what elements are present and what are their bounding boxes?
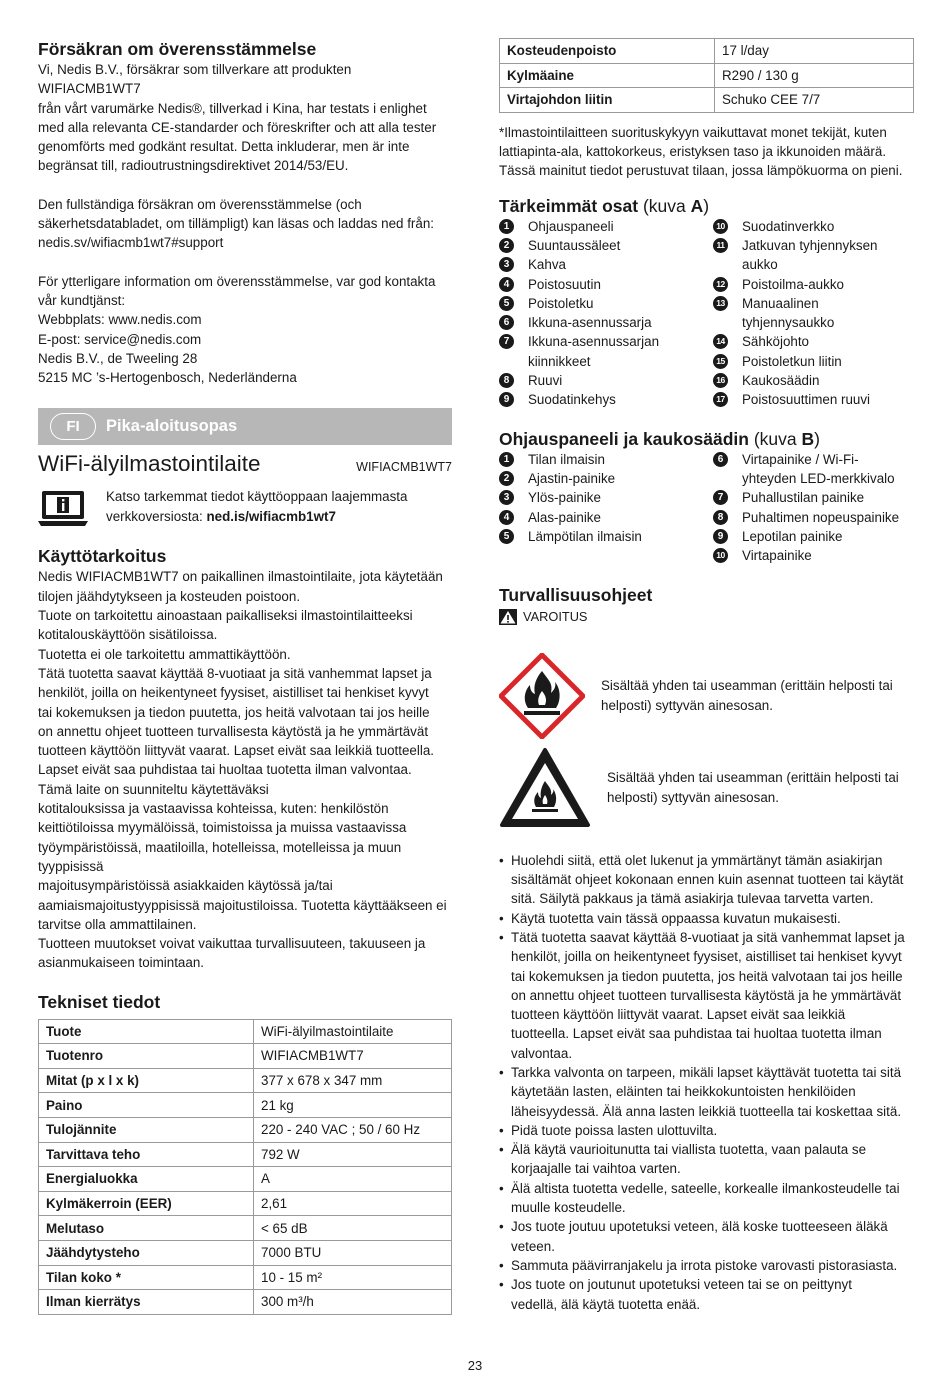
product-header [38, 449, 452, 479]
item-number-badge: 6 [499, 315, 514, 330]
safety-bullet: • Tarkka valvonta on tarpeen, mikäli lapset käyttävät tuotetta tai sitä käytetään lasten, eläinten tai heikkokuntoisten henkilöiden läheisyydessä. Älä anna lasten leikkiä tuotteella tai koskettaa sitä. [499, 1063, 914, 1121]
spec-key: Paino [39, 1093, 254, 1118]
specs-table-row [39, 1167, 452, 1192]
spec-value: 2,61 [254, 1191, 452, 1216]
item-number-badge: 12 [713, 277, 728, 292]
main-parts-list [499, 217, 914, 410]
spec-key: Melutaso [39, 1216, 254, 1241]
intended-use-title: Käyttötarkoitus [38, 546, 167, 567]
pictogram-2-text: Sisältää yhden tai useamman (erittäin helposti tai helposti) syttyvän ainesosan. [607, 770, 899, 805]
item-number-badge: 6 [713, 452, 728, 467]
language-bar [38, 408, 452, 445]
safety-bullets [499, 851, 914, 1314]
specs-table-row [39, 1216, 452, 1241]
item-label: Poistosuutin [528, 276, 601, 292]
item-number-badge: 9 [713, 529, 728, 544]
specs-table-row [39, 1241, 452, 1266]
safety-bullet: • Käytä tuotetta vain tässä oppaassa kuvatun mukaisesti. [499, 909, 914, 928]
item-number-badge: 10 [713, 548, 728, 563]
pictogram-1 [499, 653, 914, 739]
spec-key: Mitat (p x l x k) [39, 1068, 254, 1093]
control-part-item [713, 488, 914, 507]
control-part-item [713, 508, 914, 527]
main-part-item [713, 294, 914, 333]
declaration-para-2: Den fullständiga försäkran om överensstämmelse (och säkerhetsdatabladet, om tillämpligt) kan läsas och laddas ned från: nedis.sv/wifiacmb1wt7#support [38, 196, 434, 251]
control-part-item [499, 450, 713, 469]
spec-value: R290 / 130 g [715, 63, 914, 88]
item-label: Suodatinverkko [742, 218, 835, 234]
safety-bullet: • Pidä tuote poissa lasten ulottuvilta. [499, 1121, 914, 1140]
spec-key: Ilman kierrätys [39, 1290, 254, 1315]
item-label: Alas-painike [528, 509, 601, 525]
item-number-badge: 4 [499, 277, 514, 292]
spec-key: Tulojännite [39, 1118, 254, 1143]
flammable-triangle-icon [499, 747, 591, 829]
item-number-badge: 5 [499, 529, 514, 544]
intended-use-text: Nedis WIFIACMB1WT7 on paikallinen ilmastointilaite, jota käytetään tilojen jäähdytykseen ja kosteuden poistoon. Tuote on tarkoitettu ainoastaan paikalliseksi ilmastointilaitteeksi kotitalouskäyttöön sisätiloissa. Tuotetta ei ole tarkoitettu ammattikäyttöön. Tätä tuotetta saavat käyttää 8-vuotiaat ja sitä vanhemmat lapset ja henkilöt, joilla on heikentyneet fyysiset, aistilliset tai henkiset kyvyt tai kokemuksen ja tiedon puutetta, jos heitä valvotaan tai jos heille on annettu ohjeet tuotteen turvallisesta käytöstä ja he ymmärtävät tuotteen käyttöön liittyvät vaarat. Lapset eivät saa leikkiä tuotteella. Lapset eivät saa puhdistaa tai huoltaa tuotetta ilman valvontaa. Tämä laite on suunniteltu käytettäväksi kotitalouksissa ja vastaavissa kohteissa, kuten: henkilöstön keittiötiloissa myymälöissä, toimistoissa ja muissa vastaavissa työympäristöissä, maatiloilla, hotelleissa, motelleissa ja muun tyyppisissä majoitusympäristöissä asiakkaiden käytössä ja/tai aamiaismajoitustyyppisissä majoitustiloissa. Tuotetta käyttääkseen ei tarvitse olla ammattilainen. Tuotteen muutokset voivat vaikuttaa turvallisuuteen, takuuseen ja asianmukaiseen toimintaan. [38, 569, 447, 971]
spec-value: 377 x 678 x 347 mm [254, 1068, 452, 1093]
main-part-column [499, 217, 713, 410]
safety-title: Turvallisuusohjeet [499, 585, 653, 606]
item-label: Kahva [528, 257, 566, 273]
main-part-item [713, 275, 914, 294]
item-number-badge: 2 [499, 471, 514, 486]
spec-key: Tuotenro [39, 1044, 254, 1069]
product-model: WIFIACMB1WT7 [356, 460, 452, 475]
language-badge: FI [50, 413, 96, 440]
manual-link[interactable]: ned.is/wifiacmb1wt7 [206, 508, 336, 524]
item-label: Ikkuna-asennussarja [528, 315, 652, 331]
item-number-badge: 14 [713, 334, 728, 349]
item-label: Ruuvi [528, 373, 563, 389]
control-part-item [713, 450, 914, 489]
specs-table-row [39, 1290, 452, 1315]
item-number-badge: 5 [499, 296, 514, 311]
spec-key: Tuote [39, 1019, 254, 1044]
item-label: Poistoletkun liitin [742, 353, 842, 369]
item-number-badge: 2 [499, 238, 514, 253]
product-name: WiFi-älyilmastointilaite [38, 451, 261, 477]
item-number-badge: 8 [499, 373, 514, 388]
specs-table-row [39, 1093, 452, 1118]
specs-table [38, 1019, 452, 1315]
main-part-item [713, 236, 914, 275]
spec-value: 7000 BTU [254, 1241, 452, 1266]
warning-row [499, 607, 914, 626]
specs-table-row [39, 1068, 452, 1093]
spec-key: Virtajohdon liitin [500, 88, 715, 113]
control-panel-list [499, 450, 914, 566]
main-part-item [713, 390, 914, 409]
main-part-item [713, 352, 914, 371]
item-label: Lämpötilan ilmaisin [528, 528, 642, 544]
specs-title: Tekniset tiedot [38, 991, 161, 1012]
spec-value: 792 W [254, 1142, 452, 1167]
language-bar-title: Pika-aloitusopas [106, 417, 238, 436]
control-panel-title: Ohjauspaneeli ja kaukosäädin (kuva B) [499, 428, 820, 449]
safety-bullet: • Älä käytä vaurioitunutta tai viallista tuotetta, vaan palauta se korjaajalle tai vaihtoa varten. [499, 1140, 914, 1179]
main-part-item [499, 275, 713, 294]
spec-value: WIFIACMB1WT7 [254, 1044, 452, 1069]
specs-table-row [39, 1019, 452, 1044]
control-part-item [713, 527, 914, 546]
item-number-badge: 3 [499, 490, 514, 505]
item-number-badge: 10 [713, 219, 728, 234]
specs-table-row [39, 1044, 452, 1069]
specs-table-row [39, 1265, 452, 1290]
laptop-info-icon [38, 489, 88, 529]
control-part-column [499, 450, 713, 566]
item-label: Ylös-painike [528, 490, 601, 506]
control-part-item [499, 508, 713, 527]
item-number-badge: 7 [713, 490, 728, 505]
main-part-item [499, 255, 713, 274]
item-number-badge: 9 [499, 392, 514, 407]
spec-key: Tilan koko * [39, 1265, 254, 1290]
safety-bullet: • Tätä tuotetta saavat käyttää 8-vuotiaat ja sitä vanhemmat lapset ja henkilöt, joilla on heikentyneet fyysiset, aistilliset tai henkiset kyvyt tai kokemuksen ja tiedon puutetta, jos heitä valvotaan tai jos heille on annettu ohjeet tuotteen turvallisesta käytöstä ja he ymmärtävät tuotteen käyttöön liittyvät vaarat. Lapset eivät saa leikkiä tuotteella. Lapset eivät saa puhdistaa tai huoltaa tuotetta ilman valvontaa. [499, 928, 914, 1063]
pictogram-2 [499, 747, 914, 829]
spec-value: A [254, 1167, 452, 1192]
main-part-item [499, 294, 713, 313]
item-label: Puhaltimen nopeuspainike [742, 509, 900, 525]
spec-value: 300 m³/h [254, 1290, 452, 1315]
main-parts-title: Tärkeimmät osat (kuva A) [499, 195, 710, 216]
main-part-item [499, 371, 713, 390]
main-part-item [713, 371, 914, 390]
specs-table-cont-row [500, 88, 914, 113]
spec-key: Kylmäkerroin (EER) [39, 1191, 254, 1216]
specs-table-row [39, 1191, 452, 1216]
control-part-item [713, 546, 914, 565]
specs-footnote: *Ilmastointilaitteen suorituskykyyn vaikuttavat monet tekijät, kuten lattiapinta-ala, kattokorkeus, eristyksen taso ja ikkunoiden määrä. Tässä mainitut tiedot perustuvat tilaan, jossa lämpökuorma on pieni. [499, 124, 903, 179]
item-label: Tilan ilmaisin [528, 451, 605, 467]
item-label: Ikkuna-asennussarjan kiinnikkeet [528, 334, 660, 369]
ghs-flammable-diamond-icon [499, 653, 585, 739]
manual-note [38, 487, 452, 529]
main-part-item [713, 332, 914, 351]
item-number-badge: 1 [499, 452, 514, 467]
item-label: Suodatinkehys [528, 392, 616, 408]
item-label: Sähköjohto [742, 334, 810, 350]
spec-key: Kosteudenpoisto [500, 39, 715, 64]
item-label: Puhallustilan painike [742, 490, 865, 506]
control-part-item [499, 469, 713, 488]
item-label: Suuntaussäleet [528, 237, 621, 253]
item-number-badge: 13 [713, 296, 728, 311]
item-number-badge: 15 [713, 354, 728, 369]
item-number-badge: 7 [499, 334, 514, 349]
safety-bullet: • Älä altista tuotetta vedelle, sateelle, korkealle ilmankosteudelle tai muulle kosteudelle. [499, 1179, 914, 1218]
item-label: Virtapainike [742, 548, 812, 564]
declaration-para-1: Vi, Nedis B.V., försäkrar som tillverkare att produkten WIFIACMB1WT7 från vårt varumärke Nedis®, tillverkad i Kina, har testats i enlighet med alla relevanta CE-standarder och föreskrifter och att alla tester genomförts med godkänt resultat. Detta inkluderar, men är inte begränsat till, radioutrustningsdirektivet 2014/53/EU. [38, 62, 437, 174]
specs-table-row [39, 1118, 452, 1143]
spec-key: Tarvittava teho [39, 1142, 254, 1167]
spec-value: < 65 dB [254, 1216, 452, 1241]
main-part-item [499, 313, 713, 332]
item-label: Ohjauspaneeli [528, 218, 614, 234]
safety-bullet: • Jos tuote on joutunut upotetuksi veteen tai se on peittynyt vedellä, älä käytä tuotetta enää. [499, 1275, 914, 1314]
right-column [499, 38, 914, 1314]
spec-value: 10 - 15 m² [254, 1265, 452, 1290]
item-label: Poistoilma-aukko [742, 276, 844, 292]
spec-key: Energialuokka [39, 1167, 254, 1192]
item-number-badge: 8 [713, 510, 728, 525]
specs-table-cont-row [500, 63, 914, 88]
item-number-badge: 3 [499, 257, 514, 272]
item-label: Poistosuuttimen ruuvi [742, 392, 871, 408]
item-label: Kaukosäädin [742, 373, 820, 389]
control-part-item [499, 488, 713, 507]
spec-value: 220 - 240 VAC ; 50 / 60 Hz [254, 1118, 452, 1143]
spec-value: 21 kg [254, 1093, 452, 1118]
item-number-badge: 17 [713, 392, 728, 407]
item-number-badge: 11 [713, 238, 728, 253]
safety-bullet: • Jos tuote joutuu upotetuksi veteen, älä koske tuotteeseen äläkä veteen. [499, 1217, 914, 1256]
control-part-column [713, 450, 914, 566]
left-column [38, 38, 452, 1315]
pictogram-1-text: Sisältää yhden tai useamman (erittäin helposti tai helposti) syttyvän ainesosan. [601, 678, 893, 713]
item-label: Lepotilan painike [742, 528, 843, 544]
warning-label: VAROITUS [523, 609, 588, 625]
item-label: Poistoletku [528, 295, 594, 311]
specs-table-continued [499, 38, 914, 113]
manual-text: Katso tarkemmat tiedot käyttöoppaan laajemmasta verkkoversiosta: [106, 489, 408, 524]
item-number-badge: 1 [499, 219, 514, 234]
item-label: Jatkuvan tyhjennyksen aukko [742, 237, 878, 273]
spec-value: Schuko CEE 7/7 [715, 88, 914, 113]
main-part-item [499, 332, 713, 371]
main-part-item [499, 236, 713, 255]
main-part-item [499, 217, 713, 236]
item-label: Ajastin-painike [528, 470, 616, 486]
spec-key: Jäähdytysteho [39, 1241, 254, 1266]
spec-value: WiFi-älyilmastointilaite [254, 1019, 452, 1044]
warning-triangle-icon [499, 609, 517, 625]
item-number-badge: 16 [713, 373, 728, 388]
item-label: Virtapainike / Wi-Fi- yhteyden LED-merkkivalo [742, 451, 895, 486]
item-number-badge: 4 [499, 510, 514, 525]
item-label: Manuaalinen tyhjennysaukko [742, 295, 835, 331]
control-part-item [499, 527, 713, 546]
spec-key: Kylmäaine [500, 63, 715, 88]
specs-table-cont-row [500, 39, 914, 64]
safety-bullet: • Sammuta päävirranjakelu ja irrota pistoke varovasti pistorasiasta. [499, 1256, 914, 1275]
declaration-title: Försäkran om överensstämmelse [38, 39, 317, 59]
main-part-item [713, 217, 914, 236]
main-part-item [499, 390, 713, 409]
main-part-column [713, 217, 914, 410]
safety-bullet: • Huolehdi siitä, että olet lukenut ja ymmärtänyt tämän asiakirjan sisältämät ohjeet kokonaan ennen kuin asennat tuotteen tai käytät sitä. Säilytä pakkaus ja tämä asiakirja tulevaa tarvetta varten. [499, 851, 914, 909]
page-number: 23 [467, 1358, 483, 1373]
spec-value: 17 l/day [715, 39, 914, 64]
specs-table-row [39, 1142, 452, 1167]
declaration-para-3: För ytterligare information om överensstämmelse, var god kontakta vår kundtjänst: Webbplats: www.nedis.com E-post: service@nedis.com Nedis B.V., de Tweeling 28 5215 MC ’s-Hertogenbosch, Nederländerna [38, 273, 436, 386]
